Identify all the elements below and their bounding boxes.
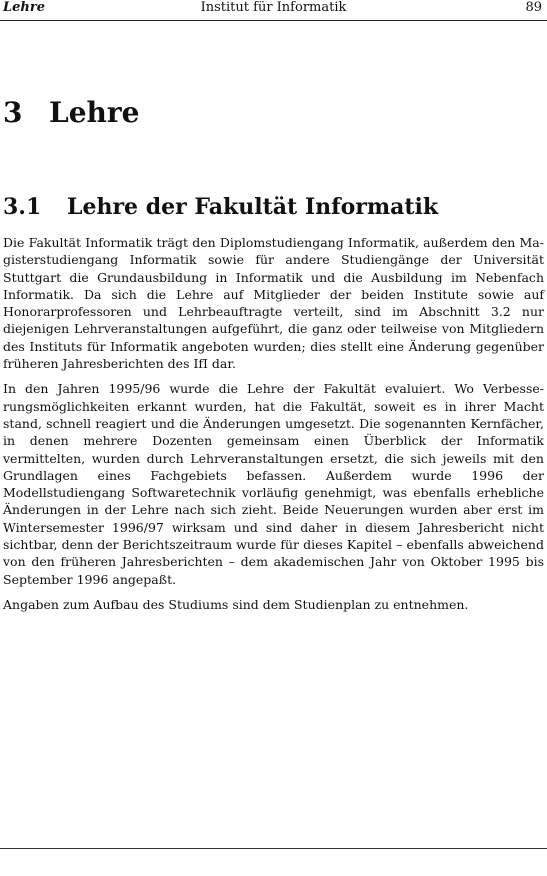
body-text <box>3 234 544 621</box>
section-heading <box>3 194 438 220</box>
chapter-title: Lehre <box>49 96 140 129</box>
paragraph-evaluation: In den Jahren 1995/96 wurde die Lehre der Fakultät evaluiert. Wo Verbesserungsmöglichkeiten erkannt wurden, hat die Fakultät, soweit es in ihrer Macht stand, schnell reagiert und die Änderungen umgesetzt. Die sogenannten Kernfächer, in denen mehrere Dozenten gemeinsam einen Überblick der Informatik vermittelten, wurden durch Lehrveranstaltungen ersetzt, die sich jeweils mit den Grundlagen eines Fachgebiets befassen. Außerdem wurde 1996 der Modellstudiengang Softwaretechnik vorläufig genehmigt, was ebenfalls erhebliche Änderungen in der Lehre nach sich zieht. Beide Neuerungen wurden aber erst im Wintersemester 1996/97 wirksam und sind daher in diesem Jahresbericht nicht sichtbar, denn der Berichtszeitraum wurde für dieses Kapitel – ebenfalls abweichend von den früheren Jahresberichten – dem akademischen Jahr von Oktober 1995 bis September 1996 angepaßt. <box>3 381 544 587</box>
running-header-institute: Institut für Informatik <box>200 0 347 15</box>
section-number: 3.1 <box>3 194 42 220</box>
running-header-chapter: Lehre <box>3 0 45 15</box>
paragraph-intro: Die Fakultät Informatik trägt den Diplomstudiengang Informatik, außerdem den Magisterstudiengang Informatik sowie für andere Studiengänge der Universität Stuttgart die Grundausbildung in Informatik und die Ausbildung im Nebenfach Informatik. Da sich die Lehre auf Mitglieder der beiden Institute sowie auf Honorarprofessoren und Lehrbeauftragte verteilt, sind im Abschnitt 3.2 nur diejenigen Lehrveranstaltungen aufgeführt, die ganz oder teilweise von Mitgliedern des Instituts für Informatik angeboten wurden; dies stellt eine Änderung gegenüber früheren Jahresberichten des IfI dar. <box>3 235 544 372</box>
bottom-rule <box>0 848 547 849</box>
chapter-number: 3 <box>3 96 23 129</box>
running-header <box>0 0 547 21</box>
page-number: 89 <box>525 0 542 15</box>
paragraph-study-plan: Angaben zum Aufbau des Studiums sind dem Studienplan zu entnehmen. <box>3 596 469 612</box>
section-title: Lehre der Fakultät Informatik <box>67 194 439 220</box>
chapter-heading <box>3 96 139 129</box>
